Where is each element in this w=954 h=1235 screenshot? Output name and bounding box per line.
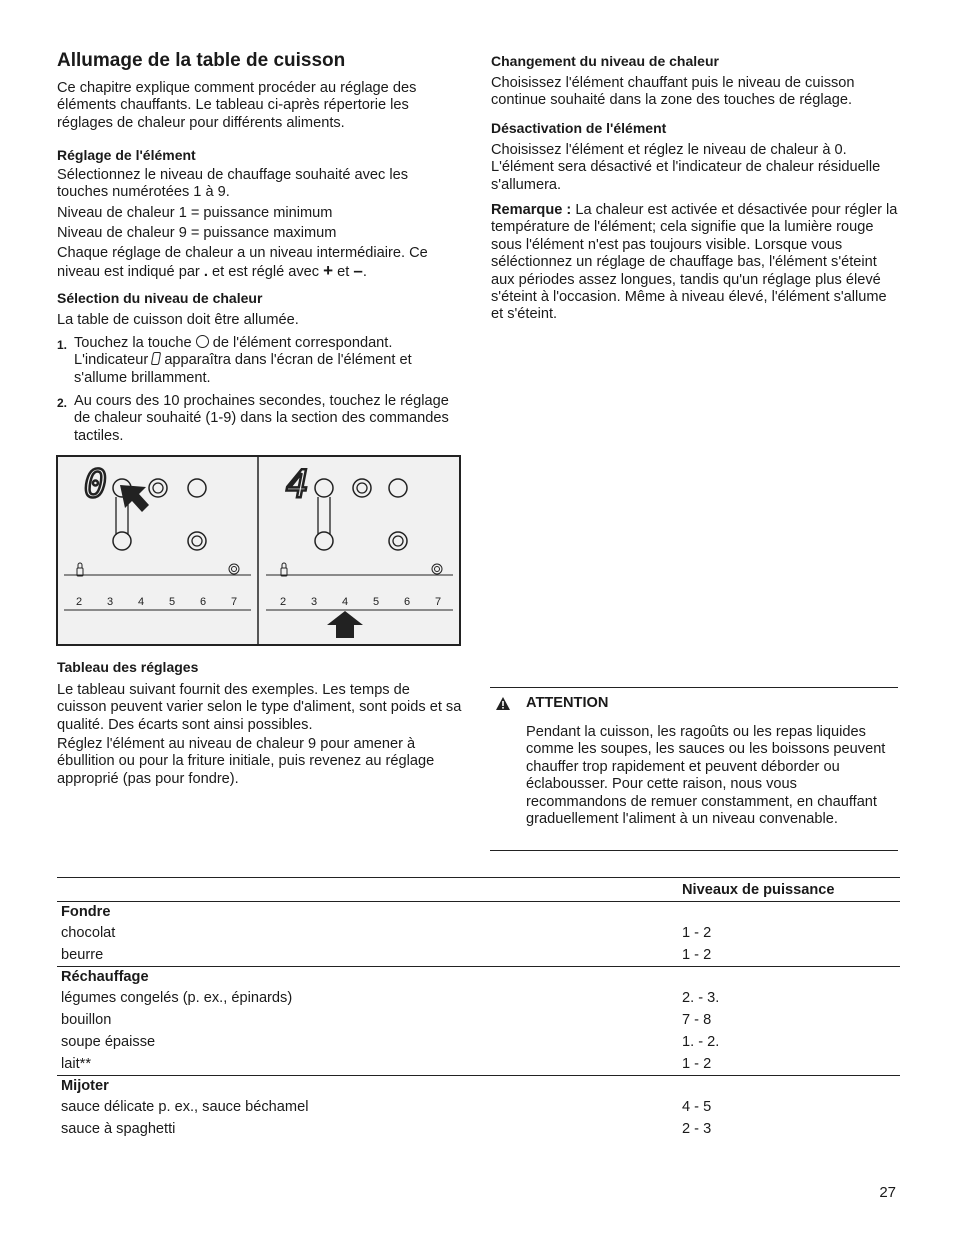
category-name: Mijoter: [57, 1076, 682, 1097]
lock-icon: [77, 563, 83, 576]
burner-ring-icon: [315, 479, 333, 497]
remarque-text: La chaleur est activée et désactivée pour régler la température de l'élément; cela signifie que la lumière rouge sous l'élément n'est pas toujours visible. Lorsque vous séléctionnez un réglage de chauffage bas, l'élément s'éteint aux périodes assez longues, tandis qu'un réglage plus élevé s'éteint à l'occasion. Même à niveau élevé, l'élément s'allume et s'éteint.: [491, 202, 898, 323]
power-level: 1 - 2: [682, 1056, 712, 1072]
reglage-paragraph-3: Niveau de chaleur 9 = puissance maximum: [57, 225, 337, 241]
tableau-paragraph-2: Réglez l'élément au niveau de chaleur 9 pour amener à ébullition ou pour la friture initiale, puis revenez au réglage approprié (pas pour fondre).: [57, 736, 435, 787]
remarque-label: Remarque :: [491, 202, 572, 218]
food-name: sauce à spaghetti: [61, 1121, 176, 1137]
reglage-paragraph-2: Niveau de chaleur 1 = puissance minimum: [57, 205, 333, 221]
step-1-text-b: de l'élément correspondant.: [212, 335, 393, 351]
food-name: lait**: [61, 1056, 92, 1072]
reglage-p4-end: .: [362, 264, 367, 281]
ring-button-icon: [196, 335, 209, 348]
page-number: 27: [879, 1184, 896, 1201]
minus-icon: –: [353, 261, 363, 281]
selection-paragraph: La table de cuisson doit être allumée.: [57, 312, 299, 328]
power-level: 2. - 3.: [682, 990, 720, 1006]
table-category-row: [57, 902, 900, 923]
table-row: [57, 922, 900, 944]
left-panel: [64, 462, 251, 610]
step-1: [57, 335, 462, 387]
table-row: [57, 1096, 900, 1118]
food-name: soupe épaisse: [61, 1034, 156, 1050]
double-ring-icon: [389, 532, 407, 550]
burner-ring-icon: [113, 532, 131, 550]
left-display-digit: 0: [84, 462, 107, 506]
burner-ring-icon: [188, 479, 206, 497]
slider-digit: 6: [403, 596, 411, 608]
power-level: 4 - 5: [682, 1099, 712, 1115]
tableau-heading: Tableau des réglages: [57, 659, 199, 675]
slider-digit: 3: [106, 596, 114, 608]
reglage-paragraph-4: [57, 245, 465, 282]
reglage-p4-text: niveau est indiqué par: [57, 264, 200, 281]
table-header-empty: [57, 878, 682, 902]
food-name: beurre: [61, 947, 104, 963]
timer-icon: [229, 564, 239, 574]
attention-text: Pendant la cuisson, les ragoûts ou les repas liquides comme les soupes, les sauces ou les boissons peuvent chauffer trop rapidement et peuvent déborder ou éclabousser. Pour cette raison, nous vous recommandons de remuer constamment, en chauffant graduellement l'aliment à un niveau convenable.: [526, 724, 886, 828]
desactivation-paragraph: Choisissez l'élément et réglez le niveau de chaleur à 0. L'élément sera désactivé et l'indicateur de chaleur résiduelle s'allumera.: [491, 142, 881, 193]
category-name: Réchauffage: [57, 967, 682, 988]
step-2-number: 2.: [57, 396, 68, 410]
cooktop-control-figure: [56, 455, 461, 646]
timer-icon: [432, 564, 442, 574]
reglage-p4-text2: et est réglé avec: [211, 264, 320, 281]
food-name: chocolat: [61, 925, 116, 941]
slider-digit: 6: [199, 596, 207, 608]
power-level: 1 - 2: [682, 947, 712, 963]
table-row: [57, 1118, 900, 1140]
table-category-row: [57, 967, 900, 988]
table-row: [57, 987, 900, 1009]
double-ring-icon: [149, 479, 167, 497]
intro-paragraph: Ce chapitre explique comment procéder au réglage des éléments chauffants. Le tableau ci-après répertorie les réglages de chaleur pour différents aliments.: [57, 80, 417, 131]
power-level: 2 - 3: [682, 1121, 712, 1137]
slider-digit: 2: [75, 596, 83, 608]
slider-digit-active: 4: [341, 596, 349, 608]
slider-digit: 7: [230, 596, 238, 608]
pointer-arrow-icon: [120, 485, 149, 512]
up-arrow-icon: [327, 611, 363, 638]
reglage-p4-line1: Chaque réglage de chaleur a un niveau intermédiaire. Ce: [57, 245, 428, 261]
warning-glyph: [490, 694, 491, 695]
table-row: [57, 1009, 900, 1031]
page-title: Allumage de la table de cuisson: [57, 50, 346, 71]
category-name: Fondre: [61, 904, 111, 920]
reglage-heading: Réglage de l'élément: [57, 147, 196, 163]
tableau-paragraph-1: Le tableau suivant fournit des exemples. Les temps de cuisson peuvent varier selon le type d'aliment, sont poids et sa qualité. Des écarts sont ainsi possibles.: [57, 682, 462, 733]
table-row: [57, 1031, 900, 1053]
settings-table: [57, 877, 900, 1140]
slider-digit: 3: [310, 596, 318, 608]
burner-ring-icon: [389, 479, 407, 497]
slider-digit: 5: [168, 596, 176, 608]
changement-heading: Changement du niveau de chaleur: [491, 53, 719, 69]
power-level: 7 - 8: [682, 1012, 712, 1028]
right-display-digit: 4: [286, 462, 309, 506]
selection-heading: Sélection du niveau de chaleur: [57, 290, 263, 306]
burner-ring-icon: [315, 532, 333, 550]
warning-triangle-icon: [496, 697, 510, 710]
slider-digit: 7: [434, 596, 442, 608]
double-ring-icon: [353, 479, 371, 497]
desactivation-heading: Désactivation de l'élément: [491, 120, 667, 136]
step-1-text-c: L'indicateur: [74, 352, 149, 369]
reglage-paragraph-1: Sélectionnez le niveau de chauffage souhaité avec les touches numérotées 1 à 9.: [57, 167, 409, 201]
power-level: 1. - 2.: [682, 1034, 720, 1050]
table-header-row: [57, 878, 900, 902]
table-category-row: [57, 1076, 900, 1097]
step-1-text-a: Touchez la touche: [74, 335, 192, 351]
food-name: bouillon: [61, 1012, 112, 1028]
step-1-number: 1.: [57, 338, 68, 352]
plus-icon: +: [323, 261, 334, 281]
table-header-levels: Niveaux de puissance: [682, 878, 900, 902]
slider-digit: 4: [137, 596, 145, 608]
intermediate-dot: .: [203, 264, 208, 281]
attention-title: ATTENTION: [526, 695, 609, 711]
changement-paragraph: Choisissez l'élément chauffant puis le niveau de cuisson continue souhaité dans la zone des touches de réglage.: [491, 75, 855, 109]
double-ring-icon: [188, 532, 206, 550]
zero-indicator-icon: [151, 352, 161, 365]
step-2: [57, 393, 462, 445]
table-row: [57, 944, 900, 967]
reglage-p4-and: et: [337, 264, 350, 281]
food-name: légumes congelés (p. ex., épinards): [61, 990, 293, 1006]
food-name: sauce délicate p. ex., sauce béchamel: [61, 1099, 309, 1115]
remarque-paragraph: [491, 202, 899, 324]
right-panel: [266, 462, 453, 638]
table-row: [57, 1053, 900, 1076]
step-1-text-d: apparaîtra dans l'écran de l'élément et s'allume brillamment.: [74, 352, 412, 386]
slider-digit: 2: [279, 596, 287, 608]
step-2-text: Au cours des 10 prochaines secondes, touchez le réglage de chaleur souhaité (1-9) dans la section des commandes tactiles.: [74, 393, 449, 444]
power-level: 1 - 2: [682, 925, 712, 941]
slider-digit: 5: [372, 596, 380, 608]
attention-box: [490, 687, 898, 851]
lock-icon: [281, 563, 287, 576]
